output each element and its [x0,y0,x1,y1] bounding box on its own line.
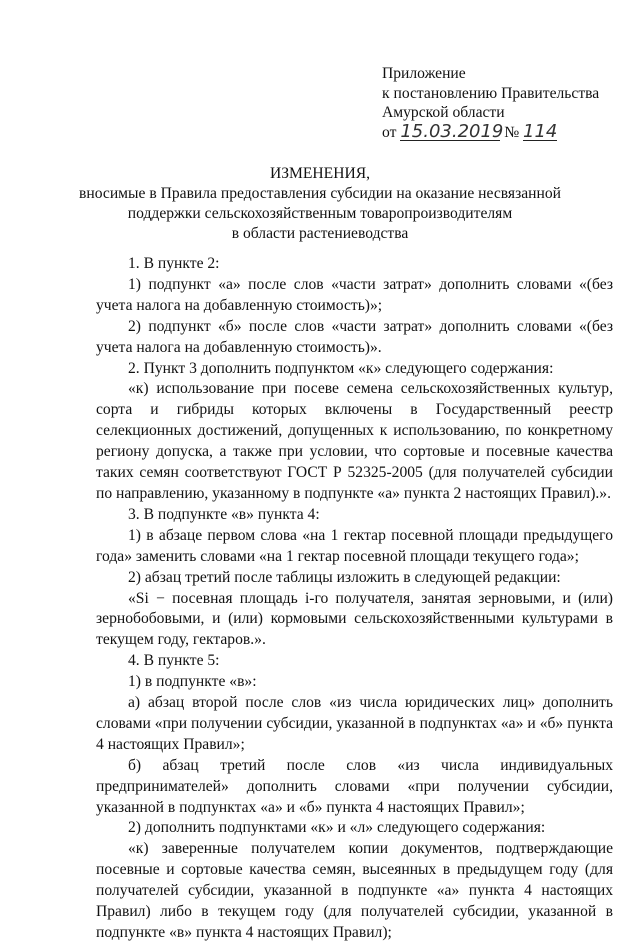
appendix-date-line [382,120,632,143]
paragraph: «Si − посевная площадь i-го получателя, занятая зерновыми, и (или) зернобобовыми, и (или) кормовыми сельскохозяйственными культурами в текущем году, гектаров.». [96,589,613,649]
paragraph: а) абзац второй после слов «из числа юридических лиц» дополнить словами «при получении субсидии, указанной в подпунктах «а» и «б» пункта 4 настоящих Правил»; [96,694,613,753]
title-heading: ИЗМЕНЕНИЯ, [269,165,371,182]
appendix-label: Приложение [382,65,466,82]
paragraph: 1) подпункт «а» после слов «части затрат» дополнить словами «(без учета налога на добавленную стоимость)»; [96,275,613,314]
document-body [96,254,613,944]
title-subtitle-line-2: поддержки сельскохозяйственным товаропроизводителям [127,205,513,222]
document-title [0,164,640,244]
paragraph: 2) подпункт «б» после слов «части затрат» дополнить словами «(без учета налога на добавленную стоимость)». [96,317,613,356]
date-prefix: от [382,123,397,141]
paragraph: 4. В пункте 5: [128,652,220,670]
appendix-decree: к постановлению Правительства [382,84,600,102]
paragraph: «к) заверенные получателем копии документов, подтверждающие посевные и сортовые качества семян, высеянных в предыдущем году (для получателей субсидии, указанной в подпункте «а» пункта 4 настоящих Правил) либо в текущем году (для получателей субсидии, указанной в подпункте «в» пункта 4 настоящих Правил); [96,840,613,941]
handwritten-date: 15.03.2019 [400,120,504,142]
title-subtitle-line-3: в области растениеводства [231,225,409,242]
paragraph: 1. В пункте 2: [128,255,220,272]
paragraph: б) абзац третий после слов «из числа индивидуальных предпринимателей» дополнить словами «при получении субсидии, указанной в подпунктах «а» и «б» пункта 4 настоящих Правил»; [96,756,613,816]
paragraph: 1) в подпункте «в»: [128,673,257,691]
appendix-block [382,64,632,142]
paragraph: 2) абзац третий после таблицы изложить в следующей редакции: [128,568,561,586]
paragraph: 2. Пункт 3 дополнить подпунктом «к» следующего содержания: [128,359,554,377]
handwritten-number: 114 [523,120,558,142]
paragraph: 2) дополнить подпунктами «к» и «л» следующего содержания: [128,819,546,837]
paragraph: 1) в абзаце первом слова «на 1 гектар посевной площади предыдущего года» заменить словами «на 1 гектар посевной площади текущего года»; [96,526,613,565]
title-subtitle-line-1: вносимые в Правила предоставления субсидии на оказание несвязанной [79,185,561,202]
paragraph: 3. В подпункте «в» пункта 4: [128,505,320,523]
paragraph: «к) использование при посеве семена сельскохозяйственных культур, сорта и гибриды которых включены в Государственный реестр селекционных достижений, допущенных к использованию, по конкретному региону допуска, а также при условии, что сортовые и посевные качества таких семян соответствуют ГОСТ Р 52325-2005 (для получателей субсидии по направлению, указанному в подпункте «а» пункта 2 настоящих Правил).». [96,380,613,502]
appendix-region: Амурской области [382,104,505,121]
number-prefix: № [504,123,520,141]
